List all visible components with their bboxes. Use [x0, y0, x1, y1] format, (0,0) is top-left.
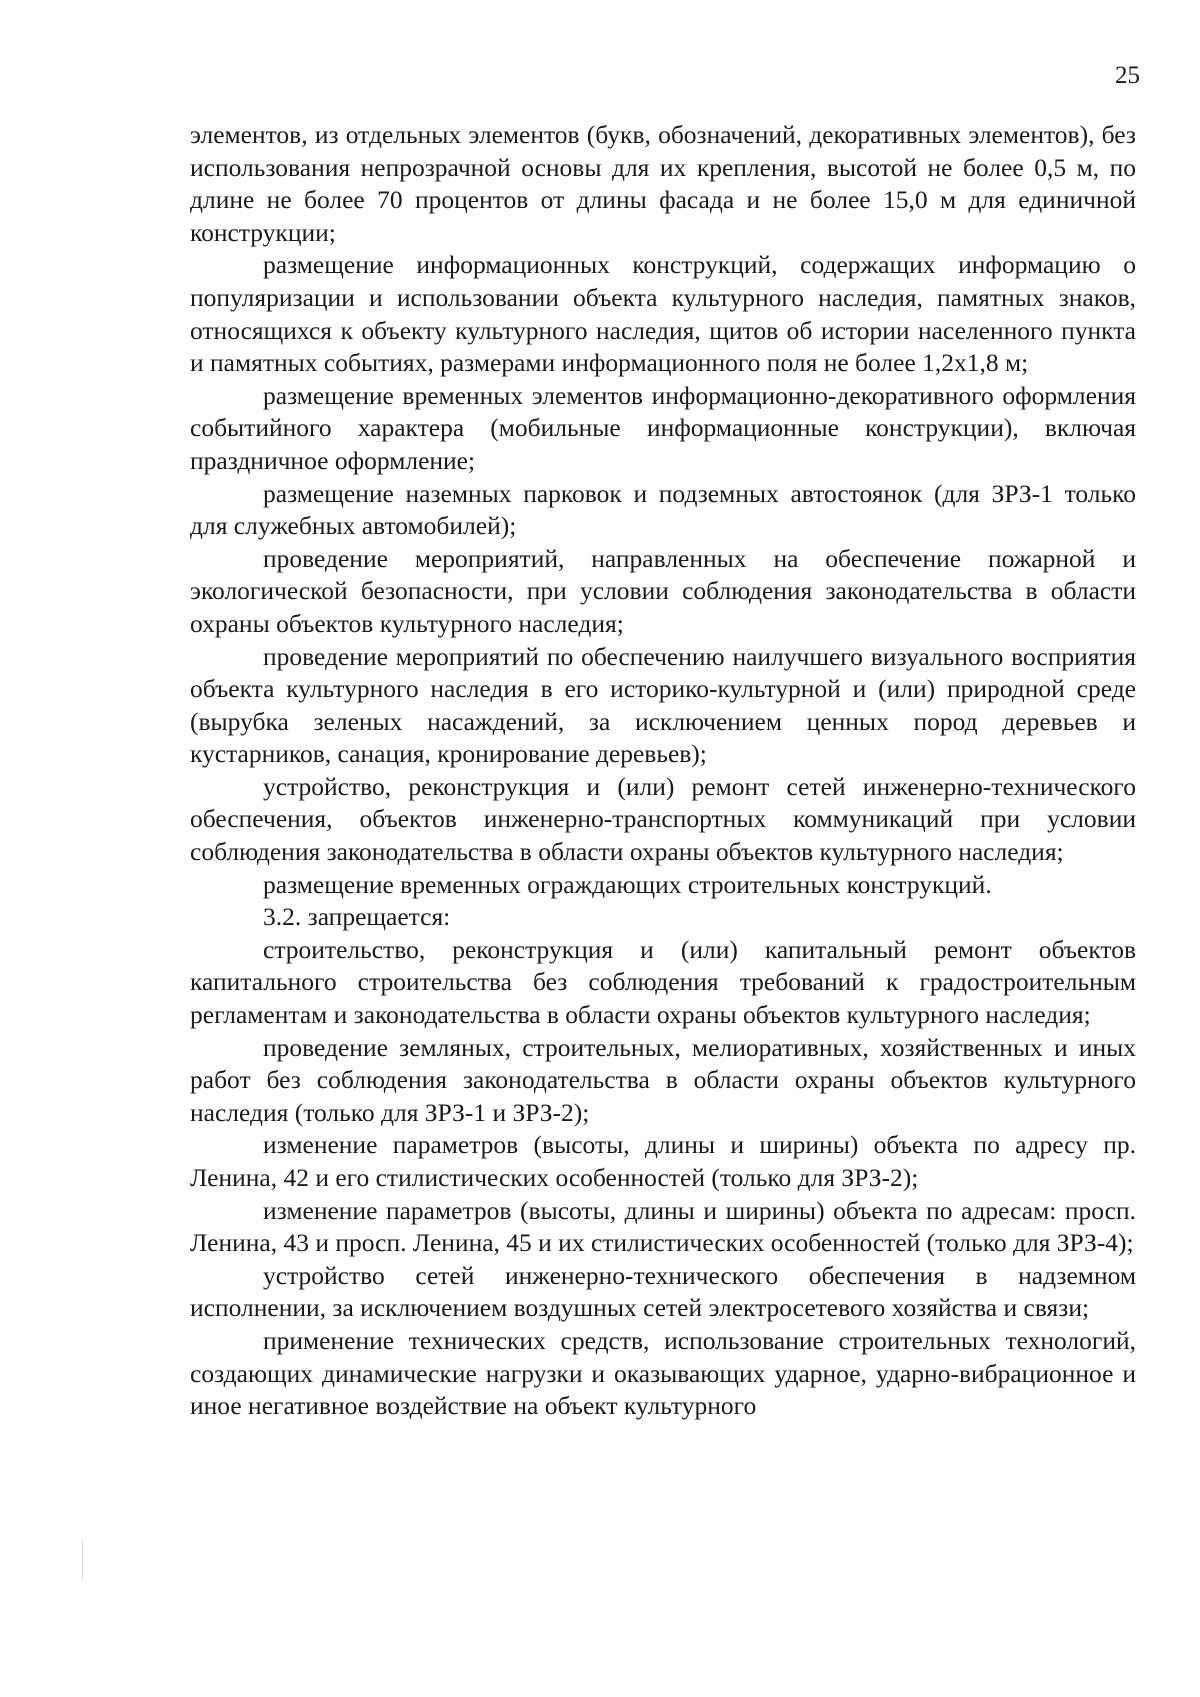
section-heading: 3.2. запрещается: — [263, 902, 451, 932]
paragraph: размещение наземных парковок и подземных автостоянок (для ЗРЗ-1 только для служебных автомобилей); — [190, 478, 1136, 541]
paragraph: устройство сетей инженерно-технического обеспечения в надземном исполнении, за исключением воздушных сетей электросетевого хозяйства и связи; — [190, 1260, 1136, 1323]
paragraph: строительство, реконструкция и (или) капитальный ремонт объектов капитального строительства без соблюдения требований к градостроительным регламентам и законодательства в области охраны объектов культурного наследия; — [190, 934, 1136, 1030]
paragraph: проведение мероприятий, направленных на обеспечение пожарной и экологической безопасности, при условии соблюдения законодательства в области охраны объектов культурного наследия; — [190, 543, 1136, 638]
paragraph: размещение временных ограждающих строительных конструкций. — [263, 869, 992, 899]
paragraph: элементов, из отдельных элементов (букв, обозначений, декоративных элементов), без использования непрозрачной основы для их крепления, высотой не более 0,5 м, по длине не более 70 процентов от длины фасада и не более 15,0 м для единичной конструкции; — [190, 120, 1136, 247]
scan-artifact-line — [82, 1540, 83, 1580]
paragraph: изменение параметров (высоты, длины и ширины) объекта по адресам: просп. Ленина, 43 и просп. Ленина, 45 и их стилистических особенностей (только для ЗРЗ-4); — [190, 1195, 1136, 1258]
paragraph: проведение земляных, строительных, мелиоративных, хозяйственных и иных работ без соблюдения законодательства в области охраны объектов культурного наследия (только для ЗРЗ-1 и ЗРЗ-2); — [190, 1032, 1136, 1127]
paragraph: применение технических средств, использование строительных технологий, создающих динамические нагрузки и оказывающих ударное, ударно-вибрационное и иное негативное воздействие на объект культурного — [190, 1325, 1136, 1421]
page-number: 25 — [1115, 62, 1140, 89]
paragraph: размещение информационных конструкций, содержащих информацию о популяризации и использовании объекта культурного наследия, памятных знаков, относящихся к объекту культурного наследия, щитов об истории населенного пункта и памятных событиях, размерами информационного поля не более 1,2х1,8 м; — [190, 250, 1136, 378]
paragraph: проведение мероприятий по обеспечению наилучшего визуального восприятия объекта культурного наследия в его историко-культурной и (или) природной среде (вырубка зеленых насаждений, за исключением ценных пород деревьев и кустарников, санация, кронирование деревьев); — [190, 641, 1136, 769]
paragraph: устройство, реконструкция и (или) ремонт сетей инженерно-технического обеспечения, объектов инженерно-транспортных коммуникаций при условии соблюдения законодательства в области охраны объектов культурного наследия; — [190, 771, 1136, 867]
body-text — [190, 119, 1136, 1423]
paragraph: размещение временных элементов информационно-декоративного оформления событийного характера (мобильные информационные конструкции), включая праздничное оформление; — [190, 380, 1136, 475]
paragraph: изменение параметров (высоты, длины и ширины) объекта по адресу пр. Ленина, 42 и его стилистических особенностей (только для ЗРЗ-2); — [190, 1130, 1136, 1192]
